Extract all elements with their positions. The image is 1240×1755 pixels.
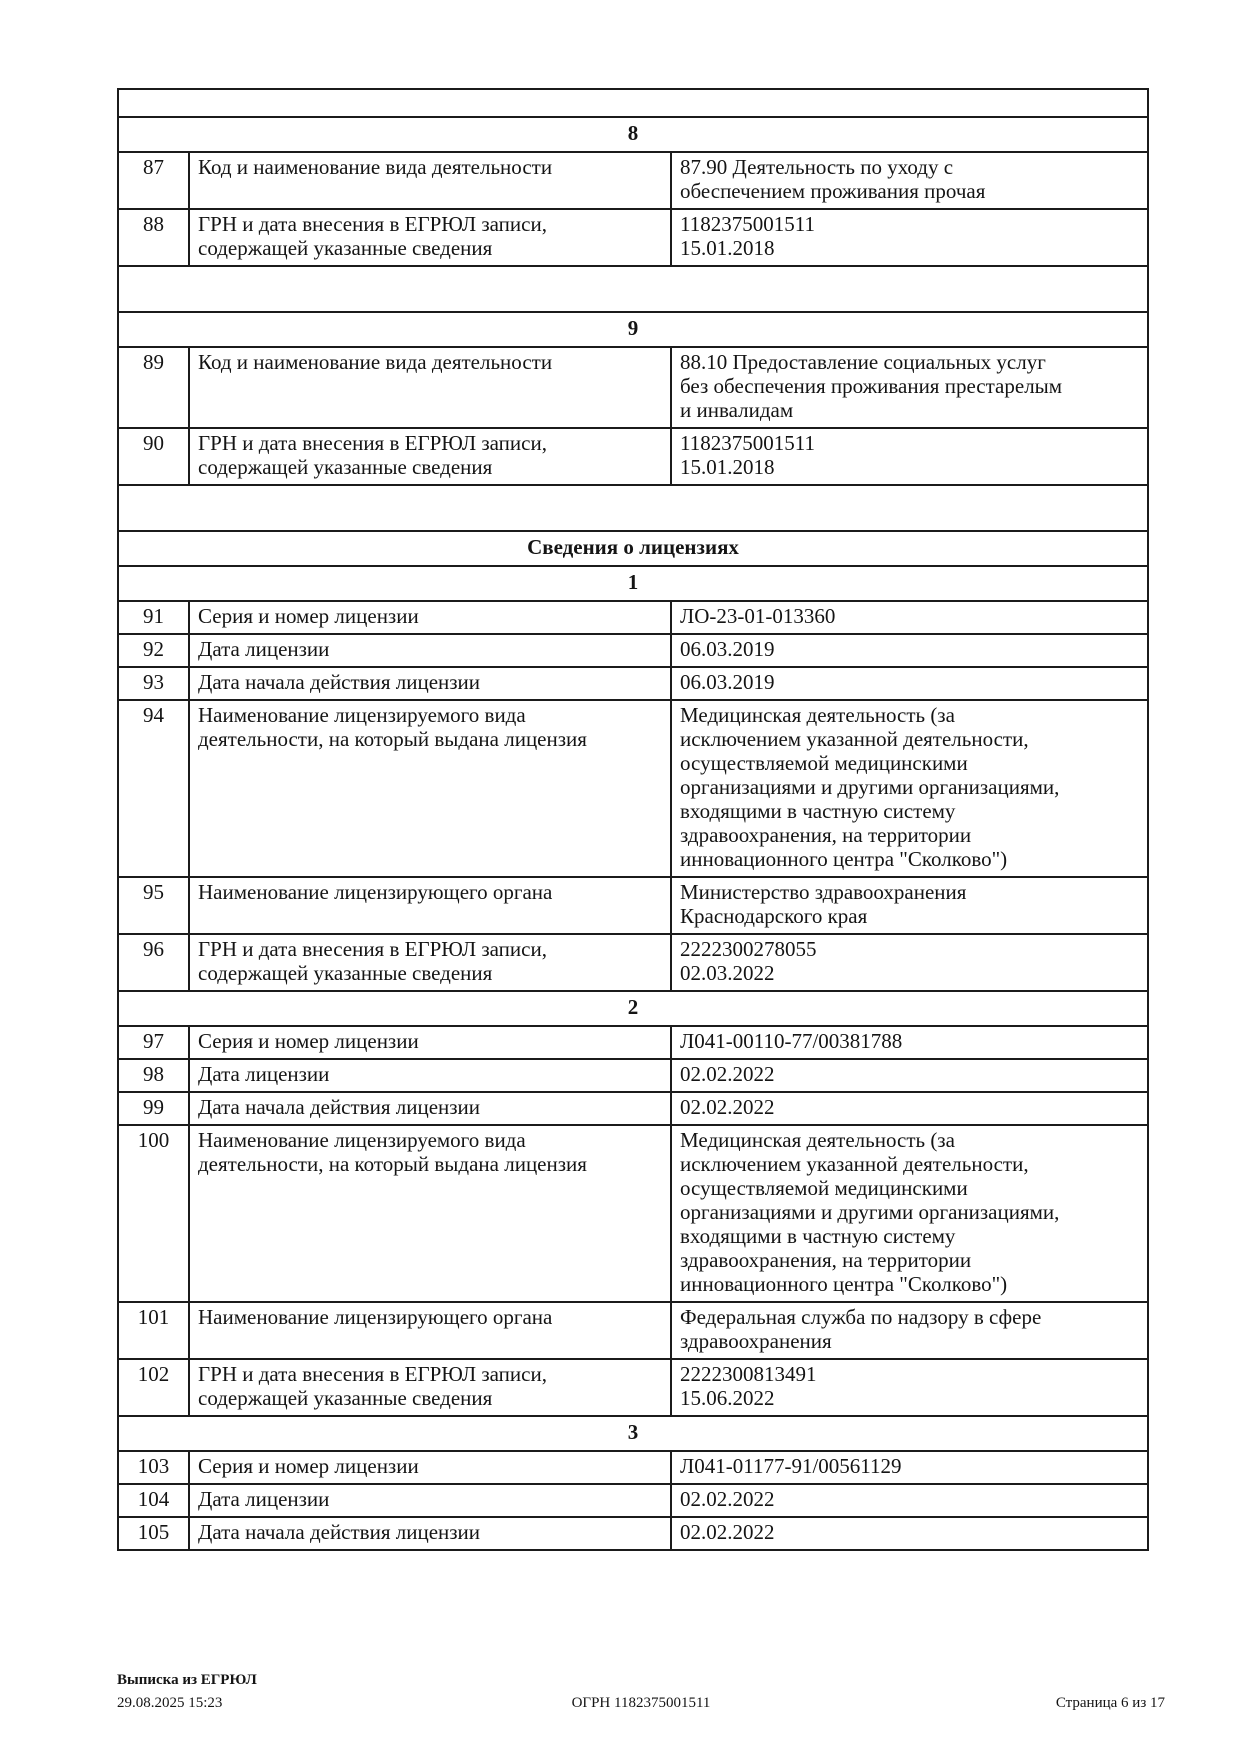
label-line: Дата начала действия лицензии [198, 1095, 481, 1119]
section-number-row [118, 566, 1148, 601]
table-row-101 [118, 1302, 1148, 1359]
row-label [189, 667, 671, 700]
row-label [189, 1026, 671, 1059]
row-number: 88 [118, 209, 189, 266]
value-line: 02.02.2022 [680, 1487, 775, 1511]
table-row-90 [118, 428, 1148, 485]
value-line: организациями и другими организациями, [680, 775, 1060, 799]
row-label [189, 152, 671, 209]
value-line: 02.02.2022 [680, 1095, 775, 1119]
value-line: Л041-01177-91/00561129 [680, 1454, 902, 1478]
row-number: 93 [118, 667, 189, 700]
section-number-row [118, 1416, 1148, 1451]
row-label [189, 1484, 671, 1517]
value-line: Федеральная служба по надзору в сфере [680, 1305, 1042, 1329]
value-line: входящими в частную систему [680, 1224, 956, 1248]
spacer-row [118, 89, 1148, 117]
value-line: входящими в частную систему [680, 799, 956, 823]
value-line: Министерство здравоохранения [680, 880, 967, 904]
table-row-100 [118, 1125, 1148, 1302]
row-label [189, 634, 671, 667]
row-number: 92 [118, 634, 189, 667]
row-label [189, 1451, 671, 1484]
label-line: Код и наименование вида деятельности [198, 350, 553, 374]
row-value [671, 634, 1148, 667]
row-number: 95 [118, 877, 189, 934]
table-row-102 [118, 1359, 1148, 1416]
section-number-row [118, 312, 1148, 347]
row-label [189, 877, 671, 934]
value-line: 02.02.2022 [680, 1520, 775, 1544]
value-line: 15.01.2018 [680, 236, 775, 260]
label-line: Наименование лицензируемого вида [198, 703, 526, 727]
label-line: содержащей указанные сведения [198, 236, 493, 260]
row-value [671, 700, 1148, 877]
label-line: деятельности, на который выдана лицензия [198, 1152, 587, 1176]
value-line: 1182375001511 [680, 431, 815, 455]
label-line: Дата начала действия лицензии [198, 1520, 481, 1544]
section-number-row [118, 991, 1148, 1026]
label-line: содержащей указанные сведения [198, 961, 493, 985]
value-line: Медицинская деятельность (за [680, 1128, 955, 1152]
row-number: 102 [118, 1359, 189, 1416]
egrul-table [117, 88, 1149, 1551]
value-line: 15.06.2022 [680, 1386, 775, 1410]
table-row-95 [118, 877, 1148, 934]
label-line: Дата лицензии [198, 1487, 330, 1511]
row-label [189, 347, 671, 428]
label-line: ГРН и дата внесения в ЕГРЮЛ записи, [198, 212, 547, 236]
label-line: содержащей указанные сведения [198, 1386, 493, 1410]
label-line: содержащей указанные сведения [198, 455, 493, 479]
value-line: 06.03.2019 [680, 670, 775, 694]
value-line: 02.02.2022 [680, 1062, 775, 1086]
row-number: 89 [118, 347, 189, 428]
label-line: Серия и номер лицензии [198, 604, 419, 628]
spacer-row [118, 485, 1148, 531]
value-line: без обеспечения проживания престарелым [680, 374, 1063, 398]
value-line: обеспечением проживания прочая [680, 179, 986, 203]
value-line: 15.01.2018 [680, 455, 775, 479]
label-line: ГРН и дата внесения в ЕГРЮЛ записи, [198, 1362, 547, 1386]
row-value [671, 1517, 1148, 1550]
spacer-cell [118, 266, 1148, 312]
spacer-cell [118, 89, 1148, 117]
value-line: и инвалидам [680, 398, 794, 422]
value-line: здравоохранения, на территории [680, 1248, 972, 1272]
value-line: Л041-00110-77/00381788 [680, 1029, 903, 1053]
table-row-97 [118, 1026, 1148, 1059]
row-value [671, 209, 1148, 266]
row-value [671, 1092, 1148, 1125]
row-label [189, 934, 671, 991]
table-row-104 [118, 1484, 1148, 1517]
label-line: ГРН и дата внесения в ЕГРЮЛ записи, [198, 431, 547, 455]
table-row-105 [118, 1517, 1148, 1550]
row-number: 103 [118, 1451, 189, 1484]
section-number-label: 2 [118, 991, 1148, 1026]
value-line: 2222300278055 [680, 937, 817, 961]
value-line: 02.03.2022 [680, 961, 775, 985]
value-line: 88.10 Предоставление социальных услуг [680, 350, 1046, 374]
row-number: 91 [118, 601, 189, 634]
section-number-label: 3 [118, 1416, 1148, 1451]
value-line: 87.90 Деятельность по уходу с [680, 155, 954, 179]
table-row-98 [118, 1059, 1148, 1092]
table-row-88 [118, 209, 1148, 266]
table-row-93 [118, 667, 1148, 700]
row-label [189, 601, 671, 634]
row-value [671, 1484, 1148, 1517]
table-row-92 [118, 634, 1148, 667]
row-number: 104 [118, 1484, 189, 1517]
row-value [671, 934, 1148, 991]
row-value [671, 347, 1148, 428]
row-number: 99 [118, 1092, 189, 1125]
row-label [189, 1302, 671, 1359]
row-value [671, 1125, 1148, 1302]
value-line: ЛО-23-01-013360 [680, 604, 836, 628]
value-line: осуществляемой медицинскими [680, 1176, 968, 1200]
page-footer [117, 1670, 1165, 1714]
row-value [671, 1359, 1148, 1416]
value-line: Краснодарского края [680, 904, 868, 928]
value-line: осуществляемой медицинскими [680, 751, 968, 775]
row-label [189, 428, 671, 485]
section-number-label: 8 [118, 117, 1148, 152]
row-number: 105 [118, 1517, 189, 1550]
row-label [189, 1359, 671, 1416]
label-line: ГРН и дата внесения в ЕГРЮЛ записи, [198, 937, 547, 961]
table-row-103 [118, 1451, 1148, 1484]
value-line: исключением указанной деятельности, [680, 1152, 1029, 1176]
value-line: 1182375001511 [680, 212, 815, 236]
value-line: инновационного центра "Сколково") [680, 1272, 1008, 1296]
row-value [671, 877, 1148, 934]
label-line: Серия и номер лицензии [198, 1029, 419, 1053]
row-number: 96 [118, 934, 189, 991]
row-label [189, 1092, 671, 1125]
label-line: Наименование лицензирующего органа [198, 880, 553, 904]
row-label [189, 1125, 671, 1302]
label-line: деятельности, на который выдана лицензия [198, 727, 587, 751]
label-line: Дата лицензии [198, 1062, 330, 1086]
row-number: 87 [118, 152, 189, 209]
licenses-header-row [118, 531, 1148, 566]
value-line: исключением указанной деятельности, [680, 727, 1029, 751]
value-line: инновационного центра "Сколково") [680, 847, 1008, 871]
value-line: организациями и другими организациями, [680, 1200, 1060, 1224]
value-line: здравоохранения, на территории [680, 823, 972, 847]
row-label [189, 700, 671, 877]
egrul-table-body [118, 89, 1148, 1550]
row-number: 101 [118, 1302, 189, 1359]
row-value [671, 1451, 1148, 1484]
value-line: здравоохранения [680, 1329, 832, 1353]
label-line: Наименование лицензирующего органа [198, 1305, 553, 1329]
label-line: Дата лицензии [198, 637, 330, 661]
table-row-91 [118, 601, 1148, 634]
label-line: Серия и номер лицензии [198, 1454, 419, 1478]
value-line: Медицинская деятельность (за [680, 703, 955, 727]
row-value [671, 1026, 1148, 1059]
footer-doc-title: Выписка из ЕГРЮЛ [117, 1672, 257, 1688]
row-number: 90 [118, 428, 189, 485]
table-row-96 [118, 934, 1148, 991]
spacer-row [118, 266, 1148, 312]
label-line: Наименование лицензируемого вида [198, 1128, 526, 1152]
row-value [671, 152, 1148, 209]
licenses-header-label: Сведения о лицензиях [118, 531, 1148, 566]
row-number: 94 [118, 700, 189, 877]
table-row-94 [118, 700, 1148, 877]
row-number: 97 [118, 1026, 189, 1059]
row-value [671, 428, 1148, 485]
footer-datetime: 29.08.2025 15:23 [117, 1695, 223, 1711]
spacer-cell [118, 485, 1148, 531]
row-value [671, 1059, 1148, 1092]
row-label [189, 209, 671, 266]
row-number: 98 [118, 1059, 189, 1092]
row-label [189, 1059, 671, 1092]
section-number-row [118, 117, 1148, 152]
table-row-87 [118, 152, 1148, 209]
row-value [671, 667, 1148, 700]
footer-ogrn: ОГРН 1182375001511 [571, 1695, 711, 1711]
row-value [671, 1302, 1148, 1359]
section-number-label: 1 [118, 566, 1148, 601]
table-row-99 [118, 1092, 1148, 1125]
label-line: Дата начала действия лицензии [198, 670, 481, 694]
row-number: 100 [118, 1125, 189, 1302]
row-label [189, 1517, 671, 1550]
value-line: 06.03.2019 [680, 637, 775, 661]
label-line: Код и наименование вида деятельности [198, 155, 553, 179]
row-value [671, 601, 1148, 634]
table-row-89 [118, 347, 1148, 428]
value-line: 2222300813491 [680, 1362, 817, 1386]
section-number-label: 9 [118, 312, 1148, 347]
footer-page-number: Страница 6 из 17 [1055, 1695, 1165, 1711]
